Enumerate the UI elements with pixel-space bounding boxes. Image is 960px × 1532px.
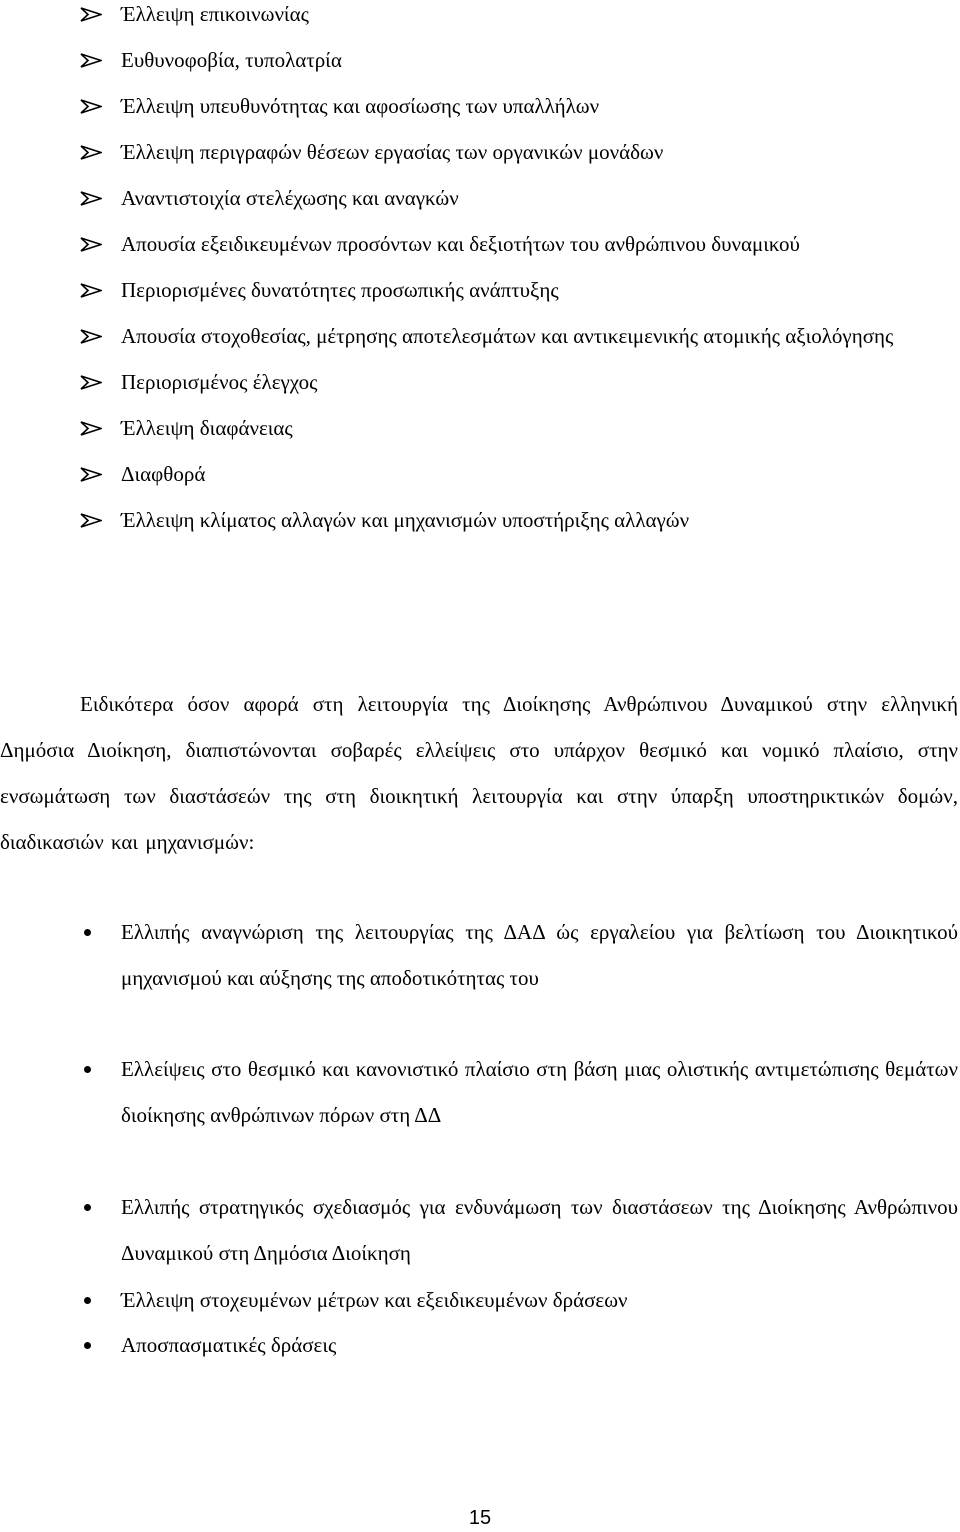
list-item — [0, 909, 960, 1001]
dot-bullet-icon — [84, 929, 91, 936]
dot-bullet-icon — [84, 1297, 91, 1304]
list-item-text: Έλλειψη διαφάνειας — [121, 416, 293, 440]
arrowhead-bullet-icon — [80, 53, 102, 68]
arrowhead-bullet-icon — [80, 513, 102, 528]
arrowhead-bullet-icon — [80, 421, 102, 436]
body-paragraph: Ειδικότερα όσον αφορά στη λειτουργία της Διοίκησης Ανθρώπινου Δυναμικού στην ελληνική Δημόσια Διοίκηση, διαπιστώνονται σοβαρές ελλείψεις στο υπάρχον θεσμικό και νομικό πλαίσιο, στην ενσωμάτωση των διαστάσεών της στη διοικητική λειτουργία και στην ύπαρξη υποστηρικτικών δομών, διαδικασιών και μηχανισμών: — [0, 692, 958, 854]
list-item — [0, 1322, 960, 1368]
arrowhead-bullet-icon — [80, 145, 102, 160]
arrowhead-bullet-icon — [80, 191, 102, 206]
list-item-text: Έλλειψη επικοινωνίας — [121, 2, 309, 26]
list-item — [0, 0, 960, 37]
list-item-text: Ελλείψεις στο θεσμικό και κανονιστικό πλαίσιο στη βάση μιας ολιστικής αντιμετώπισης θεμάτων διοίκησης ανθρώπινων πόρων στη ΔΔ — [121, 1057, 958, 1127]
list-item — [0, 451, 960, 497]
list-item — [0, 267, 960, 313]
list-item — [0, 83, 960, 129]
list-item-text: Ελλιπής στρατηγικός σχεδιασμός για ενδυνάμωση των διαστάσεων της Διοίκησης Ανθρώπινου Δυναμικού στη Δημόσια Διοίκηση — [121, 1195, 958, 1265]
arrowhead-bullet-icon — [80, 99, 102, 114]
arrowhead-bullet-icon — [80, 329, 102, 344]
list-item-text: Απουσία στοχοθεσίας, μέτρησης αποτελεσμάτων και αντικειμενικής ατομικής αξιολόγησης — [121, 324, 894, 348]
list-item-text: Έλλειψη περιγραφών θέσεων εργασίας των οργανικών μονάδων — [121, 140, 664, 164]
list-item-text: Περιορισμένος έλεγχος — [121, 370, 318, 394]
dot-bullet-icon — [84, 1204, 91, 1211]
dot-bullet-icon — [84, 1066, 91, 1073]
list-item — [0, 129, 960, 175]
list-item-text: Περιορισμένες δυνατότητες προσωπικής ανάπτυξης — [121, 278, 559, 302]
arrowhead-bullet-icon — [80, 375, 102, 390]
list-item — [0, 37, 960, 83]
list-item — [0, 313, 960, 359]
list-item — [0, 405, 960, 451]
list-item-text: Απουσία εξειδικευμένων προσόντων και δεξιοτήτων του ανθρώπινου δυναμικού — [121, 232, 800, 256]
list-item-text: Έλλειψη κλίματος αλλαγών και μηχανισμών υποστήριξης αλλαγών — [121, 508, 690, 532]
list-item — [0, 1184, 960, 1276]
list-item — [0, 1046, 960, 1138]
list-item-text: Έλλειψη στοχευμένων μέτρων και εξειδικευμένων δράσεων — [121, 1288, 628, 1312]
arrowhead-bullet-icon — [80, 237, 102, 252]
list-item-text: Ελλιπής αναγνώριση της λειτουργίας της ΔΑΔ ώς εργαλείου για βελτίωση του Διοικητικού μηχανισμού και αύξησης της αποδοτικότητας του — [121, 920, 958, 990]
list-item — [0, 497, 960, 543]
list-item — [0, 221, 960, 267]
arrowhead-bullet-icon — [80, 283, 102, 298]
list-item-text: Ευθυνοφοβία, τυπολατρία — [121, 48, 342, 72]
dot-bullet-icon — [84, 1342, 91, 1349]
list-item — [0, 175, 960, 221]
arrow-bullet-list — [0, 0, 960, 543]
list-item — [0, 1277, 960, 1323]
arrowhead-bullet-icon — [80, 467, 102, 482]
list-item — [0, 359, 960, 405]
list-item-text: Διαφθορά — [121, 462, 206, 486]
list-item-text: Αναντιστοιχία στελέχωσης και αναγκών — [121, 186, 459, 210]
list-item-text: Αποσπασματικές δράσεις — [121, 1333, 337, 1357]
arrowhead-bullet-icon — [80, 7, 102, 22]
page-number: 15 — [468, 1507, 492, 1529]
list-item-text: Έλλειψη υπευθυνότητας και αφοσίωσης των υπαλλήλων — [121, 94, 600, 118]
